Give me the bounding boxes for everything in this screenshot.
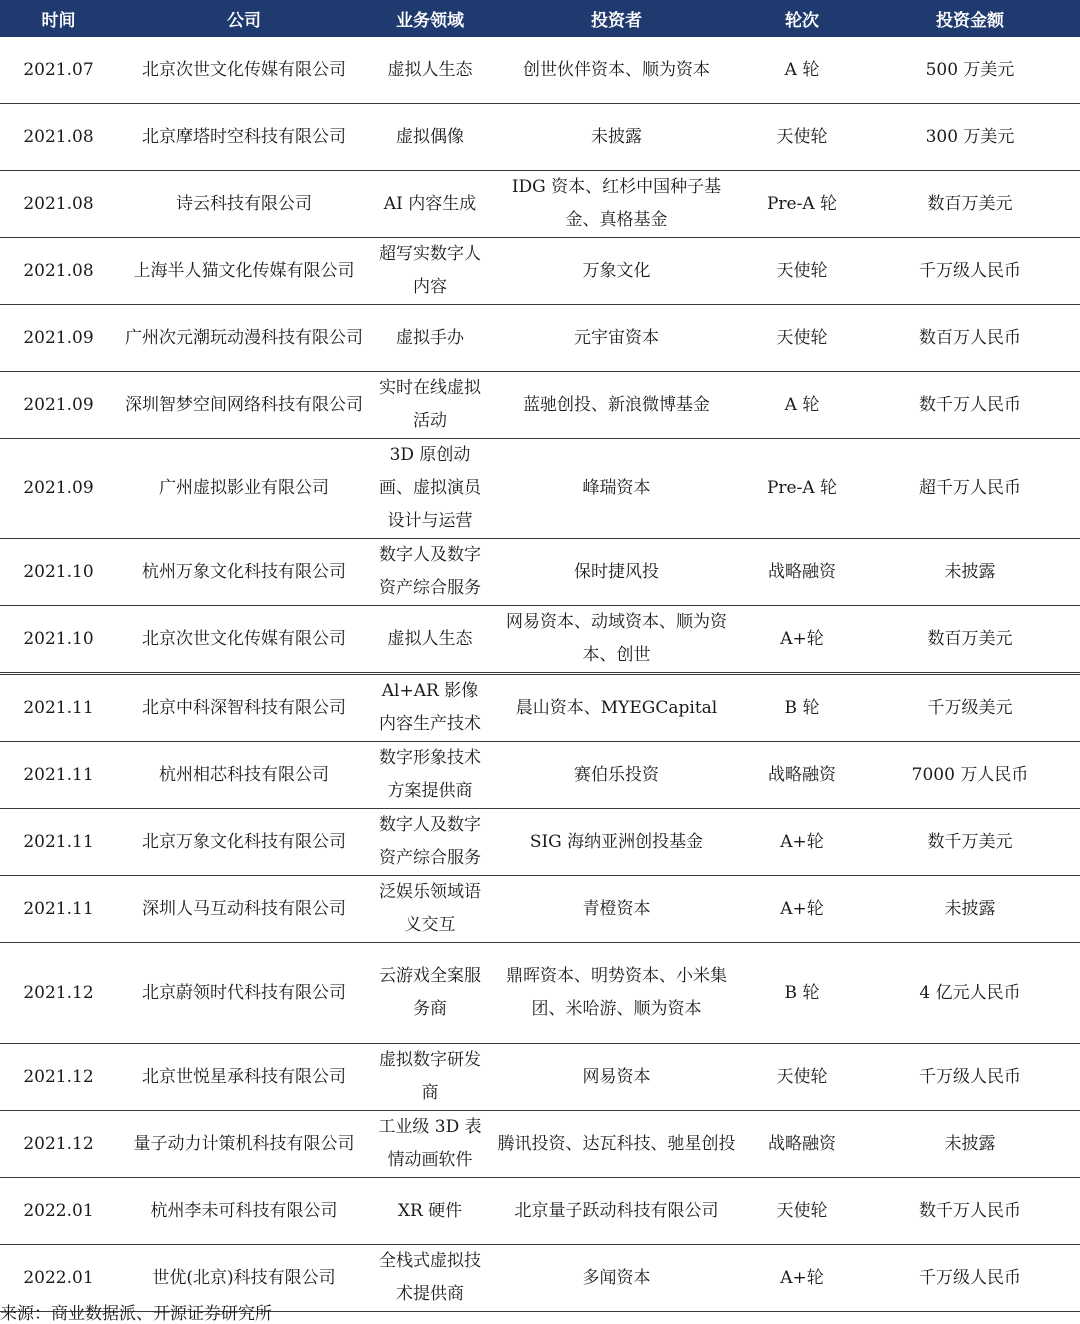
cell-time: 2021.12 (0, 1111, 117, 1178)
cell-company: 杭州李未可科技有限公司 (117, 1178, 371, 1245)
cell-time: 2021.11 (0, 809, 117, 876)
cell-amount: 数千万人民币 (860, 372, 1080, 439)
cell-investors: 峰瑞资本 (489, 439, 744, 539)
cell-field: 工业级 3D 表情动画软件 (371, 1111, 489, 1178)
cell-field: 3D 原创动画、虚拟演员设计与运营 (371, 439, 489, 539)
cell-field: 数字人及数字资产综合服务 (371, 539, 489, 606)
cell-amount: 千万级人民币 (860, 238, 1080, 305)
table-row (0, 943, 1080, 1044)
cell-round: Pre-A 轮 (744, 439, 860, 539)
header-round: 轮次 (744, 0, 860, 37)
cell-time: 2021.11 (0, 674, 117, 742)
cell-time: 2021.09 (0, 305, 117, 372)
cell-round: A+轮 (744, 809, 860, 876)
cell-amount: 未披露 (860, 876, 1080, 943)
table-row (0, 1111, 1080, 1178)
table-row (0, 1178, 1080, 1245)
cell-investors: 网易资本 (489, 1044, 744, 1111)
cell-time: 2021.07 (0, 37, 117, 104)
cell-company: 深圳人马互动科技有限公司 (117, 876, 371, 943)
cell-amount: 数百万美元 (860, 606, 1080, 674)
cell-round: A+轮 (744, 606, 860, 674)
cell-round: A+轮 (744, 876, 860, 943)
header-time: 时间 (0, 0, 117, 37)
cell-amount: 千万级人民币 (860, 1245, 1080, 1312)
cell-investors: 晨山资本、MYEGCapital (489, 674, 744, 742)
table-row (0, 606, 1080, 674)
cell-round: 战略融资 (744, 742, 860, 809)
cell-round: A+轮 (744, 1245, 860, 1312)
cell-round: 天使轮 (744, 1044, 860, 1111)
cell-investors: 万象文化 (489, 238, 744, 305)
cell-field: Al+AR 影像内容生产技术 (371, 674, 489, 742)
table-row (0, 238, 1080, 305)
cell-time: 2022.01 (0, 1245, 117, 1312)
cell-company: 量子动力计策机科技有限公司 (117, 1111, 371, 1178)
cell-field: 实时在线虚拟活动 (371, 372, 489, 439)
cell-field: AI 内容生成 (371, 171, 489, 238)
table-row (0, 876, 1080, 943)
table-row (0, 439, 1080, 539)
cell-round: 天使轮 (744, 1178, 860, 1245)
cell-company: 杭州万象文化科技有限公司 (117, 539, 371, 606)
cell-amount: 数百万美元 (860, 171, 1080, 238)
cell-investors: 蓝驰创投、新浪微博基金 (489, 372, 744, 439)
cell-investors: SIG 海纳亚洲创投基金 (489, 809, 744, 876)
cell-company: 诗云科技有限公司 (117, 171, 371, 238)
table-row (0, 372, 1080, 439)
cell-field: XR 硬件 (371, 1178, 489, 1245)
cell-field: 虚拟人生态 (371, 606, 489, 674)
cell-company: 广州虚拟影业有限公司 (117, 439, 371, 539)
cell-amount: 500 万美元 (860, 37, 1080, 104)
cell-time: 2021.08 (0, 171, 117, 238)
cell-investors: 青橙资本 (489, 876, 744, 943)
cell-time: 2021.12 (0, 943, 117, 1044)
table-row (0, 305, 1080, 372)
cell-company: 杭州相芯科技有限公司 (117, 742, 371, 809)
cell-company: 北京次世文化传媒有限公司 (117, 37, 371, 104)
header-investors: 投资者 (489, 0, 744, 37)
header-amount: 投资金额 (860, 0, 1080, 37)
cell-amount: 千万级美元 (860, 674, 1080, 742)
cell-amount: 7000 万人民币 (860, 742, 1080, 809)
source-note: 来源：商业数据派、开源证券研究所 (0, 1304, 272, 1324)
cell-investors: 北京量子跃动科技有限公司 (489, 1178, 744, 1245)
cell-company: 北京摩塔时空科技有限公司 (117, 104, 371, 171)
cell-round: Pre-A 轮 (744, 171, 860, 238)
cell-investors: 鼎晖资本、明势资本、小米集团、米哈游、顺为资本 (489, 943, 744, 1044)
cell-amount: 未披露 (860, 1111, 1080, 1178)
cell-time: 2021.09 (0, 439, 117, 539)
cell-time: 2021.12 (0, 1044, 117, 1111)
cell-company: 深圳智梦空间网络科技有限公司 (117, 372, 371, 439)
cell-field: 云游戏全案服务商 (371, 943, 489, 1044)
cell-amount: 千万级人民币 (860, 1044, 1080, 1111)
cell-investors: 创世伙伴资本、顺为资本 (489, 37, 744, 104)
header-company: 公司 (117, 0, 371, 37)
cell-time: 2021.11 (0, 742, 117, 809)
table-header-row (0, 0, 1080, 37)
cell-round: A 轮 (744, 372, 860, 439)
table-row (0, 809, 1080, 876)
cell-field: 虚拟手办 (371, 305, 489, 372)
cell-company: 北京世悦星承科技有限公司 (117, 1044, 371, 1111)
cell-company: 上海半人猫文化传媒有限公司 (117, 238, 371, 305)
table-row (0, 171, 1080, 238)
cell-company: 北京中科深智科技有限公司 (117, 674, 371, 742)
cell-amount: 数千万人民币 (860, 1178, 1080, 1245)
cell-time: 2021.09 (0, 372, 117, 439)
header-field: 业务领域 (371, 0, 489, 37)
cell-company: 世优(北京)科技有限公司 (117, 1245, 371, 1312)
cell-amount: 数千万美元 (860, 809, 1080, 876)
cell-investors: IDG 资本、红杉中国种子基金、真格基金 (489, 171, 744, 238)
cell-company: 北京万象文化科技有限公司 (117, 809, 371, 876)
cell-investors: 多闻资本 (489, 1245, 744, 1312)
cell-amount: 未披露 (860, 539, 1080, 606)
cell-field: 虚拟偶像 (371, 104, 489, 171)
cell-field: 数字形象技术方案提供商 (371, 742, 489, 809)
table-row (0, 104, 1080, 171)
cell-time: 2021.08 (0, 104, 117, 171)
cell-round: 天使轮 (744, 305, 860, 372)
cell-field: 虚拟数字研发商 (371, 1044, 489, 1111)
table-row (0, 539, 1080, 606)
cell-investors: 腾讯投资、达瓦科技、驰星创投 (489, 1111, 744, 1178)
cell-investors: 网易资本、动域资本、顺为资本、创世 (489, 606, 744, 674)
cell-investors: 保时捷风投 (489, 539, 744, 606)
cell-field: 泛娱乐领域语义交互 (371, 876, 489, 943)
cell-field: 超写实数字人内容 (371, 238, 489, 305)
table-row (0, 674, 1080, 742)
cell-company: 广州次元潮玩动漫科技有限公司 (117, 305, 371, 372)
cell-time: 2021.10 (0, 539, 117, 606)
cell-round: 天使轮 (744, 104, 860, 171)
cell-field: 全栈式虚拟技术提供商 (371, 1245, 489, 1312)
cell-round: A 轮 (744, 37, 860, 104)
cell-time: 2021.10 (0, 606, 117, 674)
cell-investors: 未披露 (489, 104, 744, 171)
table-row (0, 742, 1080, 809)
cell-company: 北京次世文化传媒有限公司 (117, 606, 371, 674)
cell-field: 数字人及数字资产综合服务 (371, 809, 489, 876)
cell-time: 2021.11 (0, 876, 117, 943)
cell-amount: 300 万美元 (860, 104, 1080, 171)
cell-amount: 数百万人民币 (860, 305, 1080, 372)
table-row (0, 37, 1080, 104)
cell-time: 2022.01 (0, 1178, 117, 1245)
table-row (0, 1044, 1080, 1111)
cell-investors: 赛伯乐投资 (489, 742, 744, 809)
cell-time: 2021.08 (0, 238, 117, 305)
cell-amount: 超千万人民币 (860, 439, 1080, 539)
cell-field: 虚拟人生态 (371, 37, 489, 104)
cell-amount: 4 亿元人民币 (860, 943, 1080, 1044)
cell-round: 天使轮 (744, 238, 860, 305)
cell-round: B 轮 (744, 674, 860, 742)
cell-round: 战略融资 (744, 1111, 860, 1178)
table-body (0, 37, 1080, 1312)
cell-company: 北京蔚领时代科技有限公司 (117, 943, 371, 1044)
cell-round: B 轮 (744, 943, 860, 1044)
cell-round: 战略融资 (744, 539, 860, 606)
cell-investors: 元宇宙资本 (489, 305, 744, 372)
